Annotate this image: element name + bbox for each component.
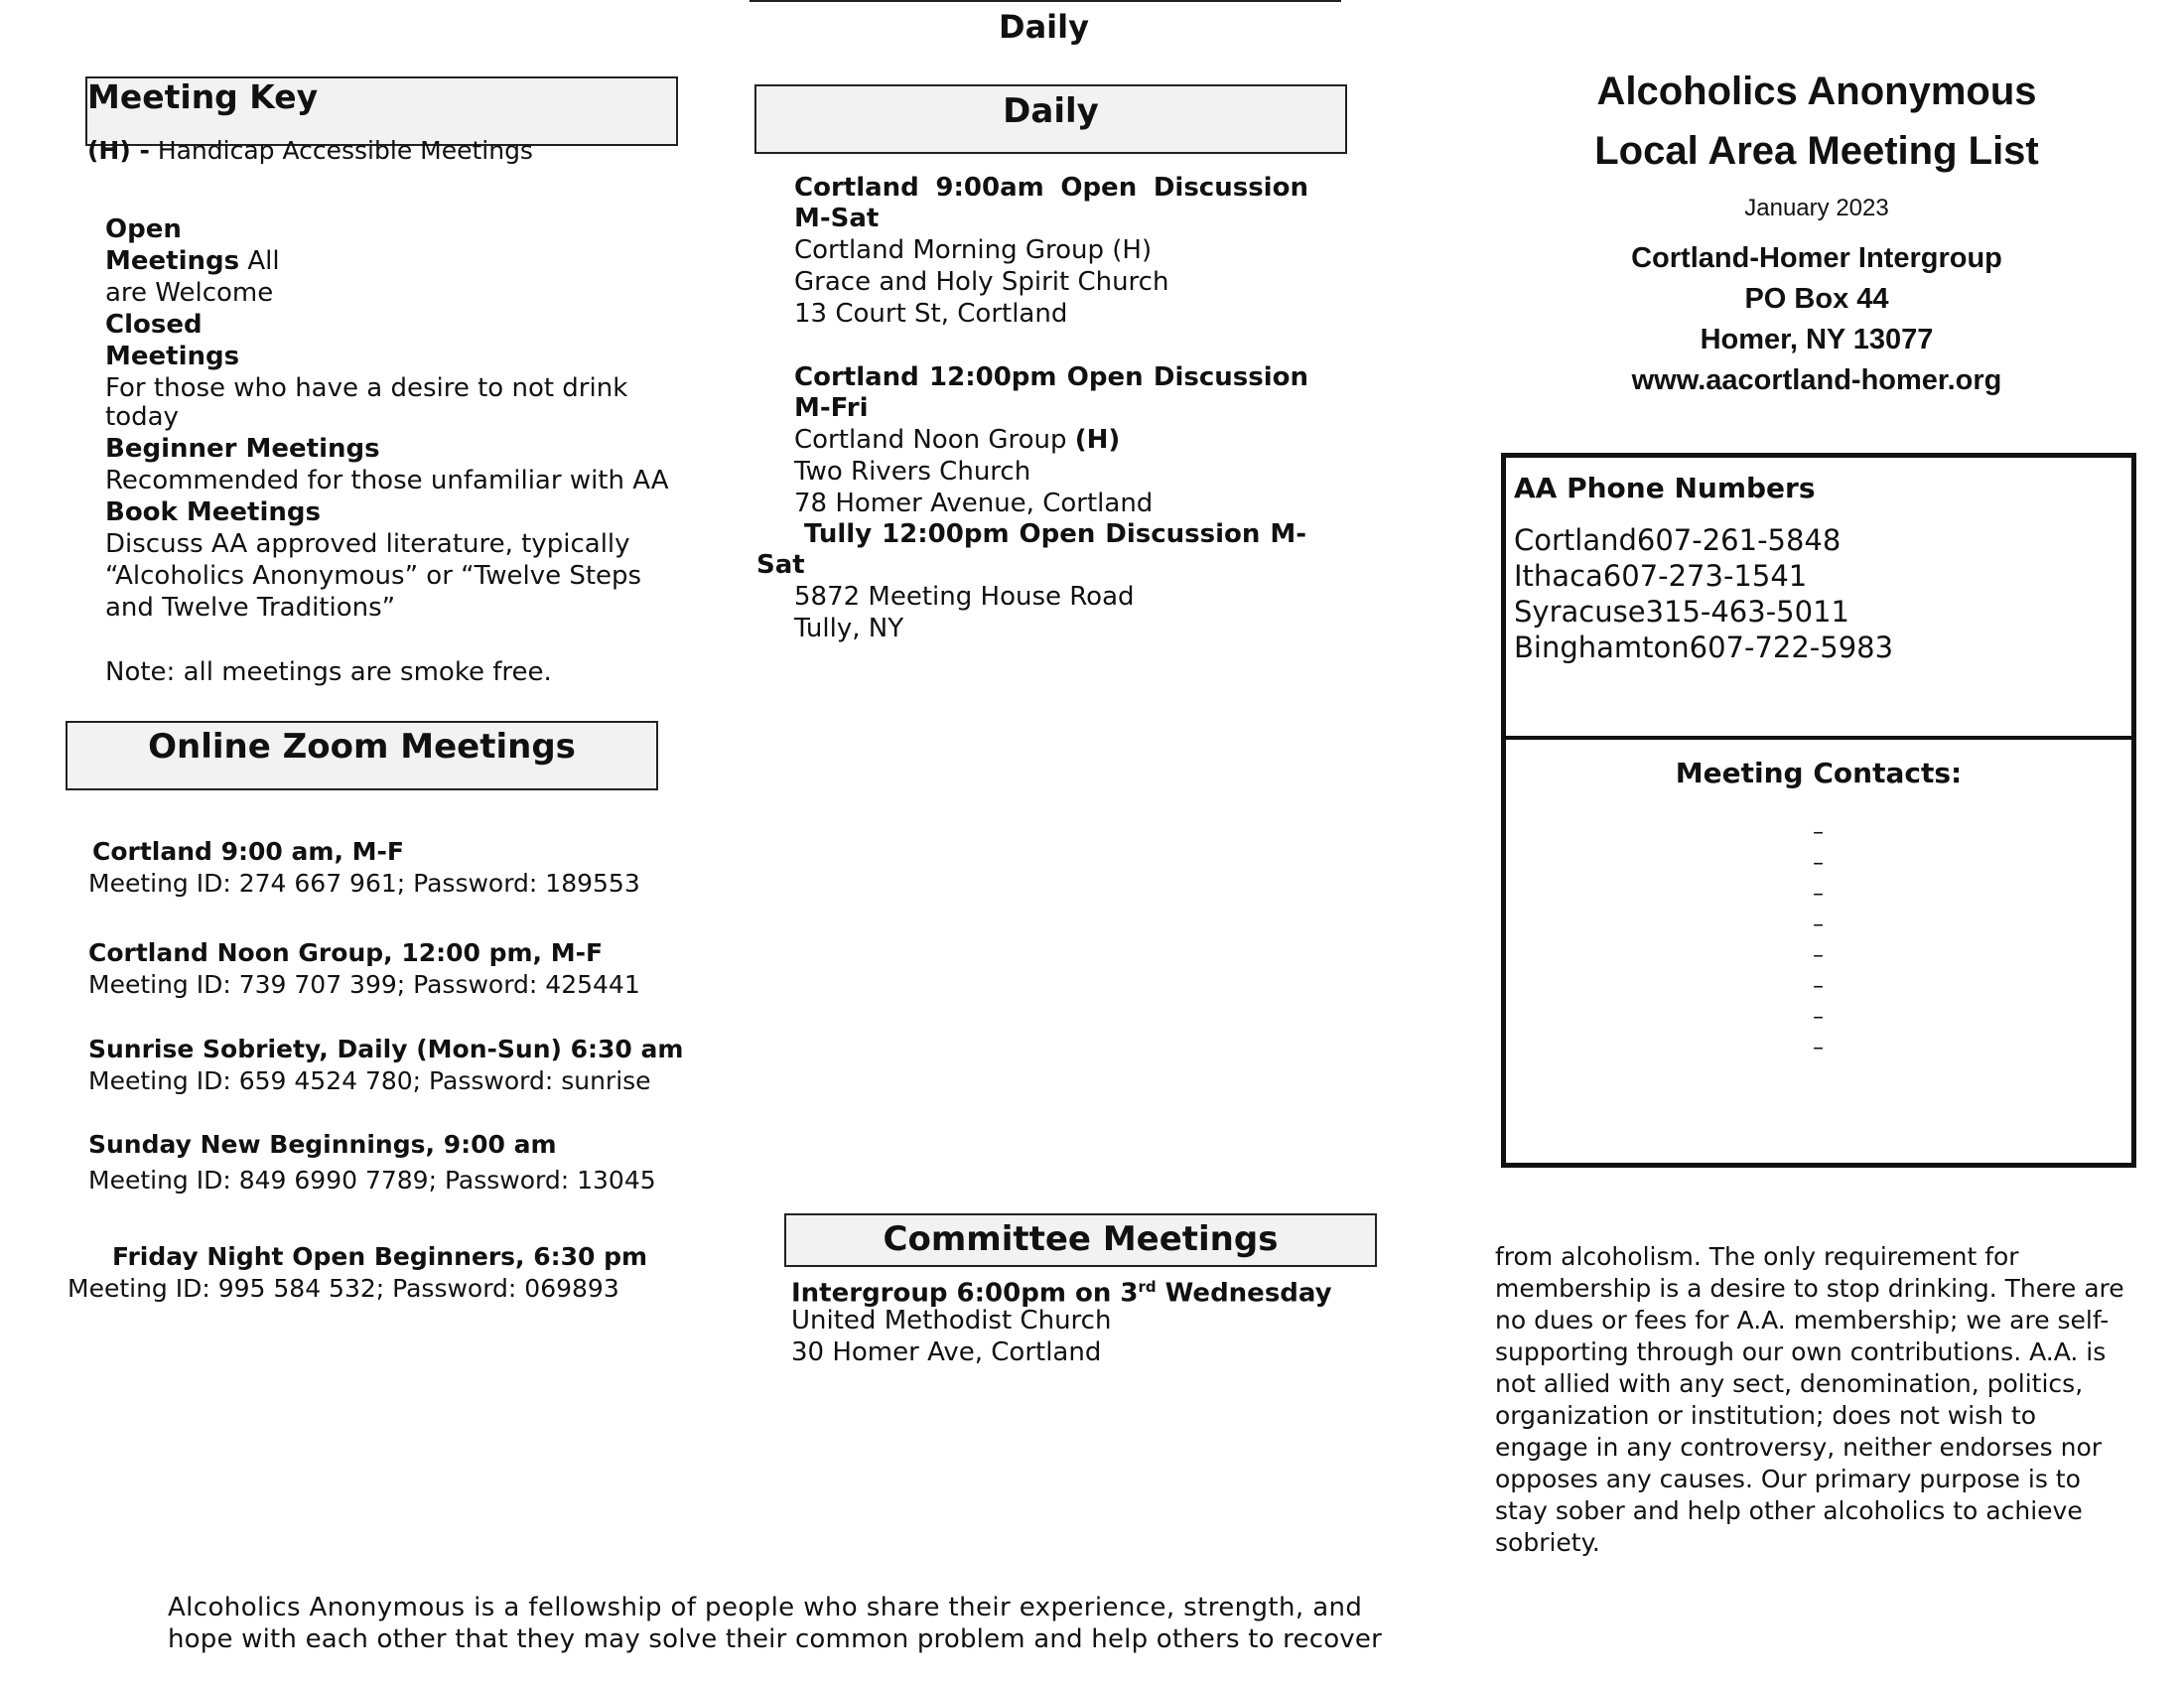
- preamble-line: hope with each other that they may solve their common problem and help others to recover: [168, 1624, 1382, 1654]
- preamble-continued-line: supporting through our own contributions. A.A. is: [1495, 1337, 2107, 1366]
- cover-title: Alcoholics Anonymous: [1596, 70, 2037, 113]
- book-desc-1: Discuss AA approved literature, typically: [105, 529, 630, 559]
- heading-word: Discussion: [1105, 519, 1261, 549]
- contact-placeholder: –: [1813, 851, 1824, 876]
- heading-word: M-: [1270, 519, 1306, 549]
- preamble-line: Alcoholics Anonymous is a fellowship of people who share their experience, strength, and: [168, 1593, 1363, 1622]
- preamble-continued-line: stay sober and help other alcoholics to achieve: [1495, 1496, 2083, 1525]
- zoom-meeting-name: Cortland Noon Group, 12:00 pm, M-F: [88, 938, 604, 967]
- daily-title: Daily: [1003, 91, 1099, 131]
- city-zip: Homer, NY 13077: [1700, 324, 1934, 355]
- committee-heading-text: Intergroup 6:00pm on 3: [791, 1278, 1139, 1309]
- phone-numbers-title: AA Phone Numbers: [1514, 472, 1816, 504]
- committee-heading-sup: rd: [1138, 1278, 1157, 1296]
- open-desc-1: All: [247, 246, 280, 276]
- zoom-meeting-details: Meeting ID: 274 667 961; Password: 189553: [88, 869, 640, 898]
- open-label-2: Meetings: [105, 246, 240, 276]
- handicap-tag: (H): [1074, 425, 1121, 455]
- daily-meeting-heading: [804, 519, 1306, 549]
- contact-placeholder: –: [1813, 1005, 1824, 1030]
- top-daily-box: [750, 0, 1341, 2]
- intergroup-name: Cortland-Homer Intergroup: [1631, 242, 2002, 274]
- preamble-continued-line: organization or institution; does not wish to: [1495, 1401, 2037, 1430]
- beginner-label: Beginner Meetings: [105, 434, 380, 464]
- closed-desc-1: For those who have a desire to not drink: [105, 373, 628, 403]
- meeting-contacts-title: Meeting Contacts:: [1675, 757, 1963, 789]
- heading-word: Open: [1019, 519, 1096, 549]
- zoom-meeting-details: Meeting ID: 659 4524 780; Password: sunrise: [88, 1066, 651, 1095]
- daily-meeting-address: 5872 Meeting House Road: [794, 582, 1135, 612]
- zoom-meeting-name: Friday Night Open Beginners, 6:30 pm: [112, 1242, 648, 1271]
- closed-label-1: Closed: [105, 310, 203, 340]
- heading-word: Open: [1060, 173, 1138, 203]
- committee-address: 30 Homer Ave, Cortland: [791, 1337, 1102, 1367]
- top-daily-label: Daily: [999, 8, 1089, 46]
- preamble-continued-line: from alcoholism. The only requirement for: [1495, 1242, 2019, 1271]
- open-label-2-row: [105, 245, 280, 277]
- zoom-meeting-details: Meeting ID: 739 707 399; Password: 425441: [88, 970, 640, 999]
- zoom-meetings-title: Online Zoom Meetings: [148, 727, 576, 767]
- daily-meeting-group-row: [794, 424, 1120, 456]
- contact-placeholder: –: [1813, 820, 1824, 845]
- phone-number-entry: Ithaca607-273-1541: [1514, 559, 1808, 593]
- contact-placeholder: –: [1813, 943, 1824, 968]
- contact-placeholder: –: [1813, 913, 1824, 937]
- heading-word: 9:00am: [935, 173, 1044, 203]
- book-desc-3: and Twelve Traditions”: [105, 593, 396, 623]
- daily-meeting-group: Cortland Morning Group (H): [794, 235, 1153, 265]
- phone-contacts-divider: [1501, 736, 2136, 740]
- preamble-continued-line: no dues or fees for A.A. membership; we are self-: [1495, 1306, 2110, 1335]
- cover-date: January 2023: [1744, 195, 1889, 221]
- open-label-1: Open: [105, 214, 182, 244]
- contact-placeholder: –: [1813, 882, 1824, 907]
- contact-placeholder: –: [1813, 1036, 1824, 1060]
- preamble-continued-line: not allied with any sect, denomination, politics,: [1495, 1369, 2084, 1398]
- committee-title: Committee Meetings: [883, 1219, 1279, 1259]
- daily-meeting-days: Sat: [756, 550, 805, 580]
- preamble-continued-line: membership is a desire to stop drinking. There are: [1495, 1274, 2124, 1303]
- phone-number-entry: Binghamton607-722-5983: [1514, 631, 1894, 664]
- committee-heading: [791, 1271, 1332, 1310]
- daily-meeting-days: M-Fri: [794, 393, 869, 423]
- smoke-free-note: Note: all meetings are smoke free.: [105, 657, 552, 687]
- heading-word: 12:00pm: [882, 519, 1010, 549]
- zoom-meeting-name: Cortland 9:00 am, M-F: [92, 837, 404, 866]
- handicap-text: Handicap Accessible Meetings: [157, 136, 533, 165]
- committee-heading-day: Wednesday: [1156, 1278, 1332, 1309]
- preamble-continued-line: engage in any controversy, neither endorses nor: [1495, 1433, 2103, 1462]
- po-box: PO Box 44: [1744, 283, 1889, 315]
- heading-word: 12:00pm: [929, 362, 1057, 392]
- contact-placeholder: –: [1813, 974, 1824, 999]
- book-label: Book Meetings: [105, 497, 321, 527]
- zoom-meeting-name: Sunday New Beginnings, 9:00 am: [88, 1130, 557, 1159]
- preamble-continued-line: opposes any causes. Our primary purpose is to: [1495, 1465, 2081, 1493]
- zoom-meeting-details: Meeting ID: 995 584 532; Password: 069893: [68, 1274, 619, 1303]
- zoom-meeting-name: Sunrise Sobriety, Daily (Mon-Sun) 6:30 am: [88, 1035, 684, 1063]
- book-desc-2: “Alcoholics Anonymous” or “Twelve Steps: [105, 561, 642, 591]
- zoom-meeting-details: Meeting ID: 849 6990 7789; Password: 13045: [88, 1166, 656, 1195]
- daily-meeting-heading: [794, 362, 1308, 392]
- phone-number-entry: Syracuse315-463-5011: [1514, 595, 1849, 629]
- heading-word: Discussion: [1153, 362, 1308, 392]
- daily-meeting-heading: [794, 173, 1308, 203]
- heading-word: Cortland: [794, 362, 919, 392]
- website-link[interactable]: www.aacortland-homer.org: [1631, 364, 2002, 396]
- committee-place: United Methodist Church: [791, 1306, 1112, 1336]
- beginner-desc: Recommended for those unfamiliar with AA: [105, 466, 669, 495]
- daily-meeting-days: M-Sat: [794, 204, 880, 233]
- meeting-key-title: Meeting Key: [87, 77, 319, 116]
- daily-meeting-place: Grace and Holy Spirit Church: [794, 267, 1169, 297]
- heading-word: Cortland: [794, 173, 919, 203]
- cover-subtitle: Local Area Meeting List: [1594, 129, 2039, 173]
- preamble-continued-line: sobriety.: [1495, 1528, 1600, 1557]
- daily-meeting-address: 78 Homer Avenue, Cortland: [794, 489, 1154, 518]
- phone-number-entry: Cortland607-261-5848: [1514, 523, 1842, 557]
- heading-word: Tully: [804, 519, 873, 549]
- daily-meeting-city: Tully, NY: [794, 614, 904, 643]
- heading-word: Discussion: [1153, 173, 1308, 203]
- handicap-code: (H) -: [87, 136, 150, 165]
- heading-word: Open: [1066, 362, 1144, 392]
- daily-meeting-group: Cortland Noon Group: [794, 425, 1067, 455]
- closed-desc-2: today: [105, 402, 179, 432]
- daily-meeting-address: 13 Court St, Cortland: [794, 299, 1068, 329]
- daily-meeting-place: Two Rivers Church: [794, 457, 1031, 487]
- open-desc-2: are Welcome: [105, 278, 274, 308]
- handicap-legend: [87, 136, 533, 165]
- closed-label-2: Meetings: [105, 342, 240, 371]
